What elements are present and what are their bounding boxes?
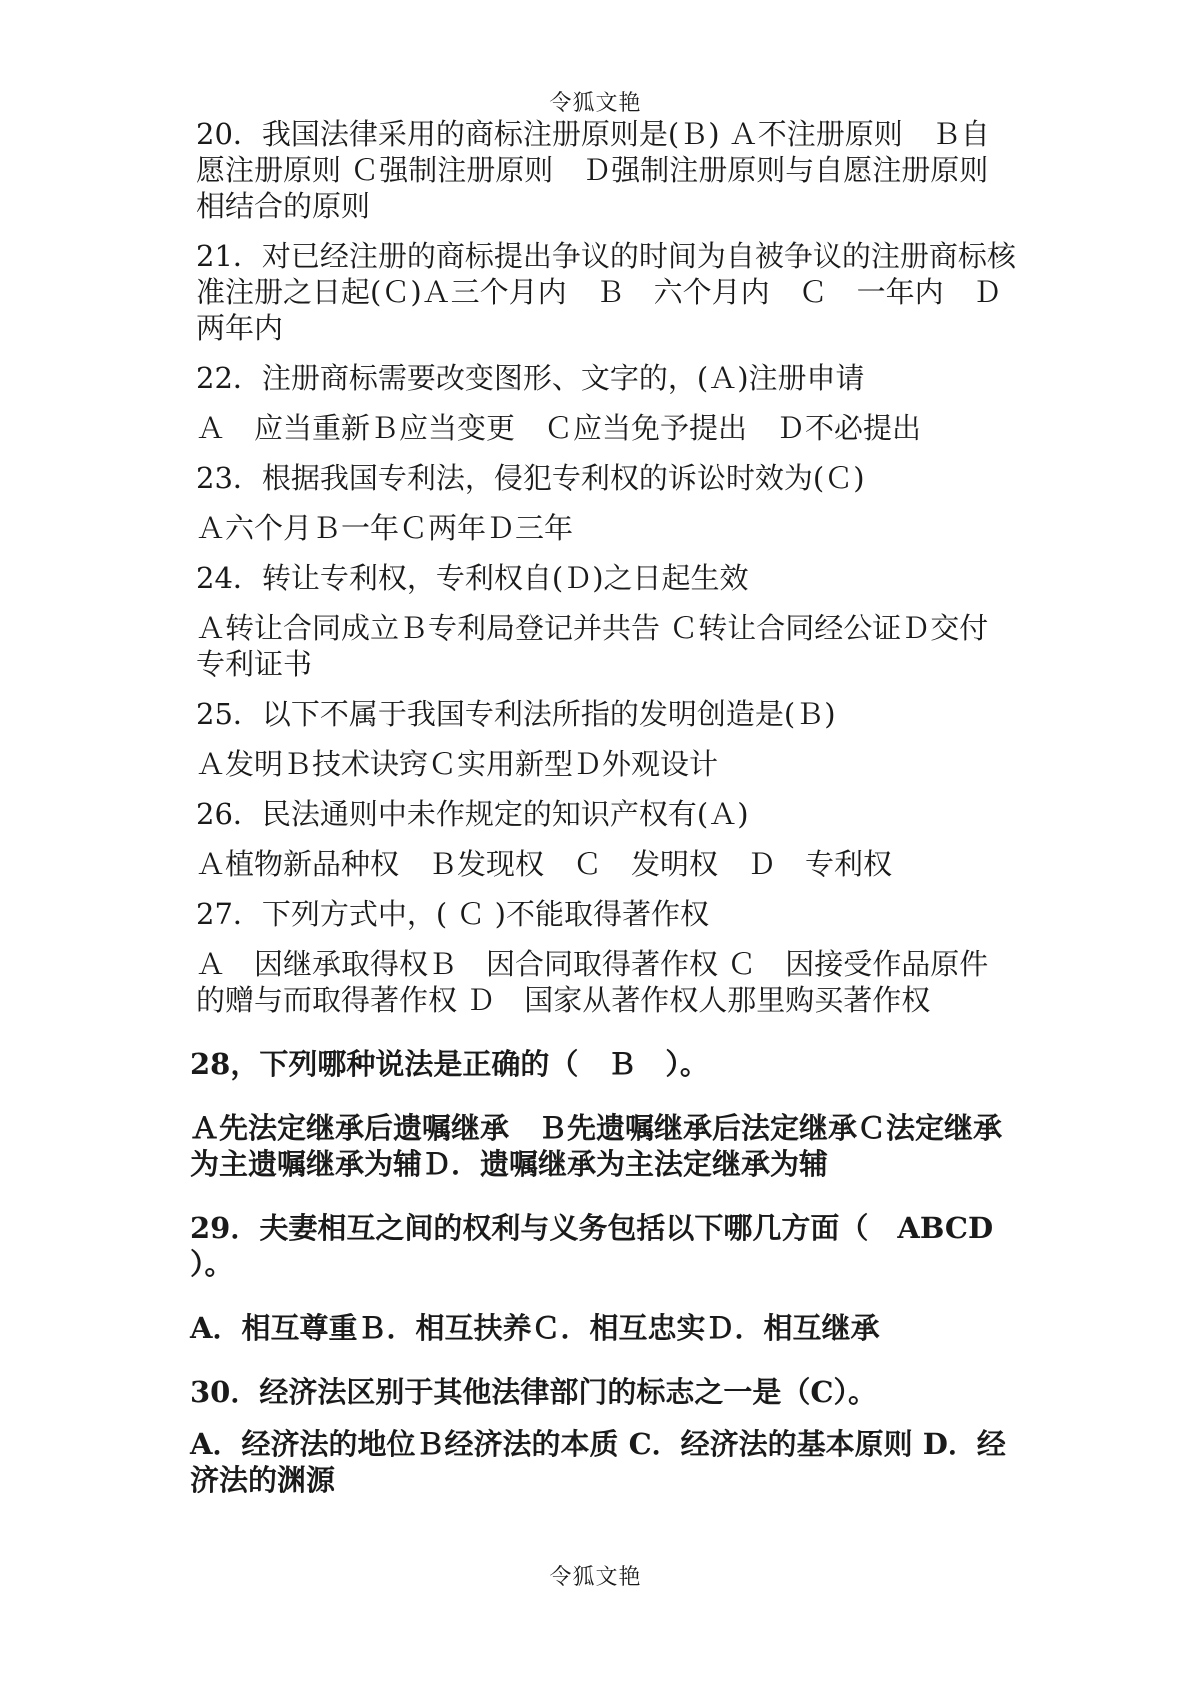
options-28: Ａ先法定继承后遗嘱继承 Ｂ先遗嘱继承后法定继承Ｃ法定继承为主遗嘱继承为辅Ｄ．遗嘱继承为主法定继承为辅: [190, 1111, 1003, 1181]
options-22: Ａ 应当重新Ｂ应当变更 Ｃ应当免予提出 Ｄ不必提出: [196, 411, 922, 445]
question-26: 26．民法通则中未作规定的知识产权有(Ａ): [196, 797, 749, 831]
options-24: Ａ转让合同成立Ｂ专利局登记并共告 Ｃ转让合同经公证Ｄ交付专利证书: [196, 611, 989, 681]
question-20: 20．我国法律采用的商标注册原则是(Ｂ) Ａ不注册原则 Ｂ自愿注册原则 Ｃ强制注册原则 Ｄ强制注册原则与自愿注册原则相结合的原则: [196, 117, 990, 223]
page-header: 令狐文艳: [549, 91, 642, 116]
bold-section: [190, 1046, 1023, 1498]
document-body: [190, 116, 1031, 1498]
question-27: 27．下列方式中，( Ｃ )不能取得著作权: [196, 897, 709, 931]
question-23: 23．根据我国专利法，侵犯专利权的诉讼时效为(Ｃ): [196, 461, 865, 495]
options-27: Ａ 因继承取得权Ｂ 因合同取得著作权 Ｃ 因接受作品原件的赠与而取得著作权 Ｄ 国家从著作权人那里购买著作权: [196, 947, 989, 1017]
options-26: Ａ植物新品种权 Ｂ发现权 Ｃ 发明权 Ｄ 专利权: [196, 847, 893, 881]
options-23: Ａ六个月Ｂ一年Ｃ两年Ｄ三年: [196, 511, 574, 545]
question-22: 22．注册商标需要改变图形、文字的，(Ａ)注册申请: [196, 361, 865, 395]
options-30: A．经济法的地位Ｂ经济法的本质 C．经济法的基本原则 D．经济法的渊源: [190, 1427, 1006, 1497]
question-25: 25．以下不属于我国专利法所指的发明创造是(Ｂ): [196, 697, 836, 731]
options-25: Ａ发明Ｂ技术诀窍Ｃ实用新型Ｄ外观设计: [196, 747, 719, 781]
question-30: 30．经济法区别于其他法律部门的标志之一是（C）。: [190, 1375, 877, 1409]
page-footer: 令狐文艳: [549, 1565, 642, 1590]
question-21: 21．对已经注册的商标提出争议的时间为自被争议的注册商标核准注册之日起(Ｃ)Ａ三个月内 Ｂ 六个月内 Ｃ 一年内 Ｄ 两年内: [196, 239, 1031, 345]
question-24: 24．转让专利权，专利权自(Ｄ)之日起生效: [196, 561, 749, 595]
options-29: A．相互尊重Ｂ．相互扶养Ｃ．相互忠实Ｄ．相互继承: [190, 1311, 880, 1345]
question-29: 29．夫妻相互之间的权利与义务包括以下哪几方面（ ABCD ）。: [190, 1211, 1023, 1281]
question-28: 28，下列哪种说法是正确的（ Ｂ ）。: [190, 1047, 709, 1081]
